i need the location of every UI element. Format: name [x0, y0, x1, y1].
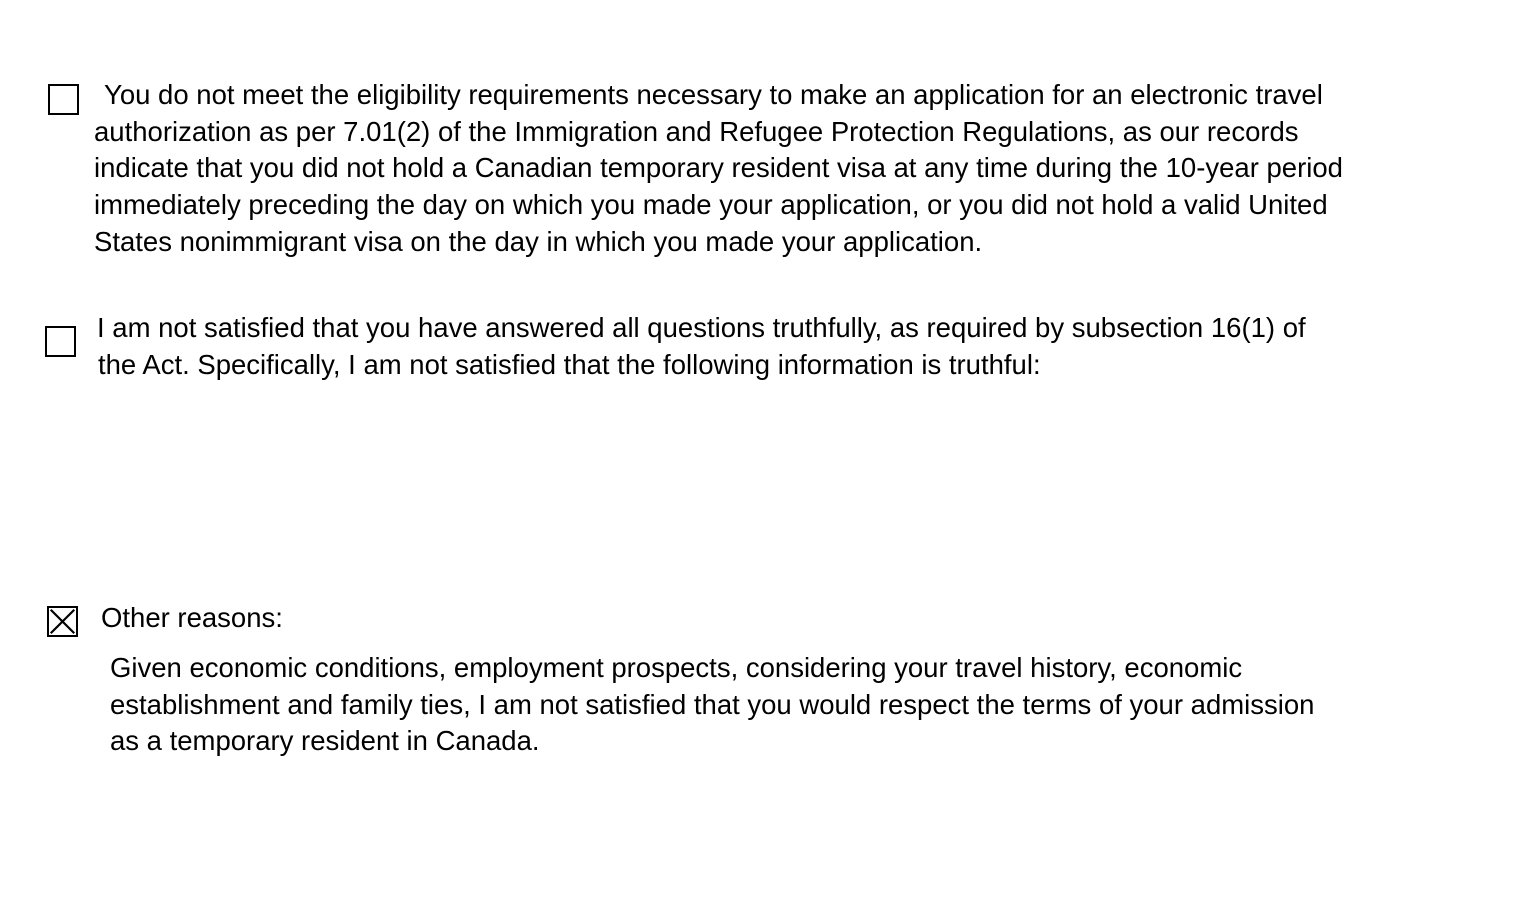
other-reasons-detail-line: establishment and family ties, I am not satisfied that you would respect the terms of your admission — [110, 688, 1315, 720]
truthfulness-reason-line: the Act. Specifically, I am not satisfied that the following information is truthful: — [98, 348, 1041, 380]
eligibility-reason-line: States nonimmigrant visa on the day in which you made your application. — [94, 225, 983, 257]
truthfulness-reason-text — [97, 310, 1306, 383]
eligibility-reason-line: You do not meet the eligibility requirements necessary to make an application for an electronic travel — [104, 79, 1323, 110]
eligibility-checkbox[interactable] — [48, 84, 79, 115]
other-reasons-detail-line: as a temporary resident in Canada. — [110, 725, 540, 757]
eligibility-reason-text — [94, 77, 1343, 261]
truthfulness-checkbox[interactable] — [45, 326, 76, 357]
eligibility-reason-line: authorization as per 7.01(2) of the Immigration and Refugee Protection Regulations, as our records — [94, 115, 1299, 147]
other-reasons-checkbox[interactable] — [47, 606, 78, 637]
checkbox-cross-icon — [49, 608, 76, 635]
eligibility-reason-line: immediately preceding the day on which you made your application, or you did not hold a valid United — [94, 189, 1328, 221]
other-reasons-detail — [110, 650, 1314, 760]
other-reasons-detail-line: Given economic conditions, employment prospects, considering your travel history, economic — [110, 652, 1243, 683]
eligibility-reason-line: indicate that you did not hold a Canadian temporary resident visa at any time during the 10-year period — [94, 152, 1343, 184]
truthfulness-reason-line: I am not satisfied that you have answered all questions truthfully, as required by subsection 16(1) of — [97, 312, 1306, 343]
other-reasons-label: Other reasons: — [101, 602, 283, 633]
